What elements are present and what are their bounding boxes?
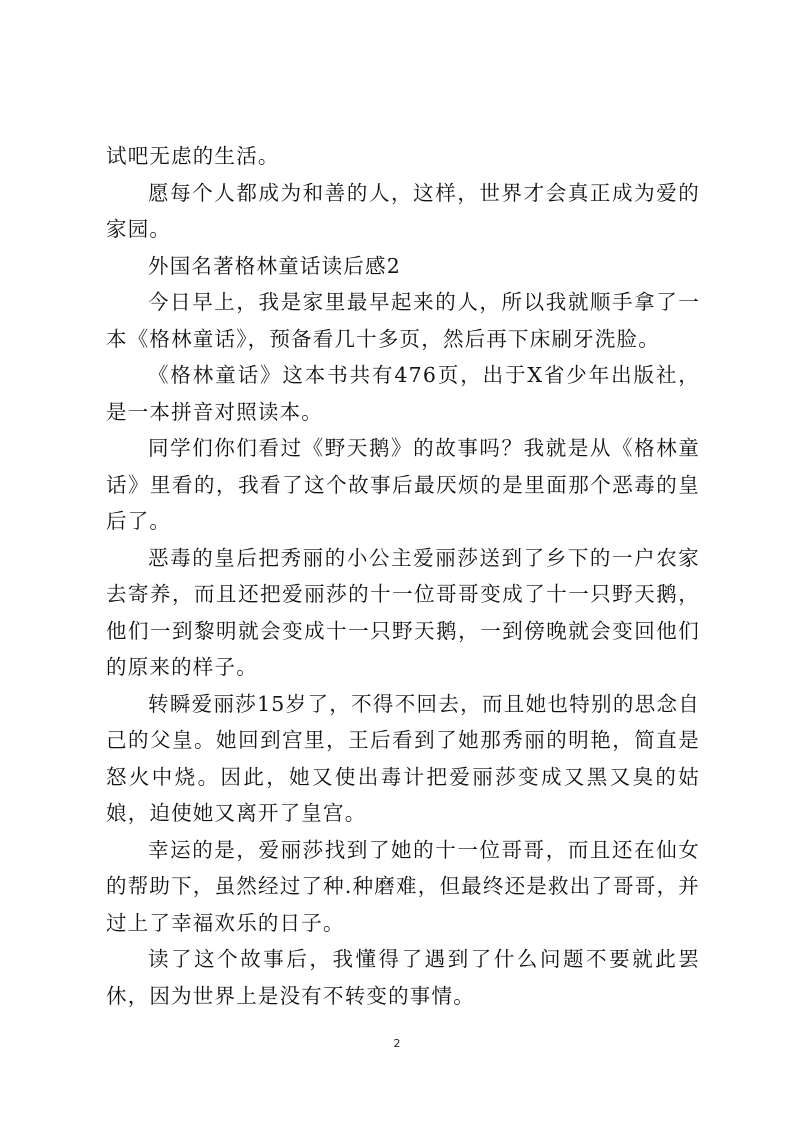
paragraph-1: 试吧无虑的生活。	[106, 144, 280, 168]
paragraph-8: 幸运的是，爱丽莎找到了她的十一位哥哥，而且还在仙女的帮助下，虽然经过了种.种磨难，但最终还是救出了哥哥，并过上了幸福欢乐的日子。	[106, 837, 700, 935]
paragraph-4: 《格林童话》这本书共有476页，出于X省少年出版社，是一本拼音对照读本。	[106, 363, 700, 424]
paragraph-3: 今日早上，我是家里最早起来的人，所以我就顺手拿了一本《格林童话》，预备看几十多页，然后再下床刷牙洗脸。	[106, 290, 700, 351]
page-number: 2	[393, 1037, 401, 1050]
section-heading: 外国名著格林童话读后感2	[148, 253, 401, 278]
paragraph-2: 愿每个人都成为和善的人，这样，世界才会真正成为爱的家园。	[106, 180, 700, 241]
paragraph-5: 同学们你们看过《野天鹅》的故事吗？我就是从《格林童话》里看的，我看了这个故事后最厌烦的是里面那个恶毒的皇后了。	[106, 436, 700, 533]
paragraph-6: 恶毒的皇后把秀丽的小公主爱丽莎送到了乡下的一户农家去寄养，而且还把爱丽莎的十一位哥哥变成了十一只野天鹅，他们一到黎明就会变成十一只野天鹅，一到傍晚就会变回他们的原来的样子。	[106, 545, 700, 679]
paragraph-9: 读了这个故事后，我懂得了遇到了什么问题不要就此罢休，因为世界上是没有不转变的事情。	[106, 947, 700, 1008]
paragraph-7: 转瞬爱丽莎15岁了，不得不回去，而且她也特别的思念自己的父皇。她回到宫里，王后看到了她那秀丽的明艳，简直是怒火中烧。因此，她又使出毒计把爱丽莎变成又黑又臭的姑娘，迫使她又离开了皇宫。	[106, 691, 700, 825]
body-text	[106, 138, 700, 1014]
